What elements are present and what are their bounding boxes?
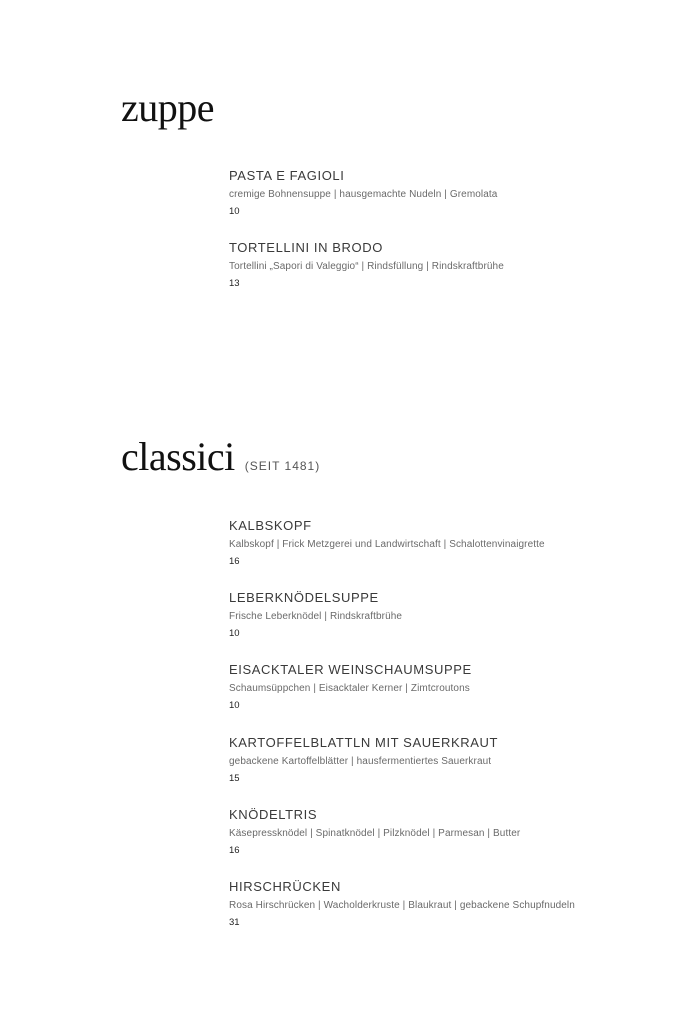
dish-price: 10	[229, 700, 240, 711]
dish-description: Tortellini „Sapori di Valeggio“ | Rindsfüllung | Rindskraftbrühe	[229, 261, 504, 272]
dish-price: 16	[229, 556, 240, 567]
menu-item-hirschruecken	[229, 879, 575, 929]
dish-description: Frische Leberknödel | Rindskraftbrühe	[229, 611, 403, 622]
menu-item-knoedeltris	[229, 807, 520, 857]
dish-name: TORTELLINI IN BRODO	[229, 240, 383, 255]
dish-name: PASTA E FAGIOLI	[229, 168, 345, 183]
dish-price: 13	[229, 278, 240, 289]
menu-item-leberknoedelsuppe	[229, 590, 402, 640]
section-title-zuppe	[121, 85, 215, 130]
menu-item-kartoffelblattln	[229, 735, 498, 785]
dish-name: KARTOFFELBLATTLN MIT SAUERKRAUT	[229, 735, 499, 750]
dish-price: 10	[229, 628, 240, 639]
dish-name: EISACKTALER WEINSCHAUMSUPPE	[229, 662, 472, 677]
dish-price: 31	[229, 917, 240, 928]
dish-description: Käsepressknödel | Spinatknödel | Pilzknödel | Parmesan | Butter	[229, 828, 521, 839]
dish-name: LEBERKNÖDELSUPPE	[229, 590, 379, 605]
section-title-classici	[121, 434, 321, 486]
menu-item-kalbskopf	[229, 518, 545, 568]
section-subtitle: (SEIT 1481)	[244, 459, 321, 473]
dish-price: 16	[229, 845, 240, 856]
dish-description: Kalbskopf | Frick Metzgerei und Landwirtschaft | Schalottenvinaigrette	[229, 539, 545, 550]
dish-description: Rosa Hirschrücken | Wacholderkruste | Blaukraut | gebackene Schupfnudeln	[229, 900, 575, 911]
dish-price: 10	[229, 206, 240, 217]
dish-name: HIRSCHRÜCKEN	[229, 879, 341, 894]
menu-item-tortellini-in-brodo	[229, 240, 504, 290]
section-title-text: zuppe	[121, 85, 215, 130]
dish-description: Schaumsüppchen | Eisacktaler Kerner | Zimtcroutons	[229, 683, 470, 694]
menu-item-eisacktaler-weinschaumsuppe	[229, 662, 472, 712]
dish-name: KNÖDELTRIS	[229, 807, 318, 822]
menu-item-pasta-e-fagioli	[229, 168, 497, 218]
section-title-text: classici	[121, 434, 235, 479]
dish-name: KALBSKOPF	[229, 518, 312, 533]
dish-price: 15	[229, 773, 240, 784]
dish-description: cremige Bohnensuppe | hausgemachte Nudeln | Gremolata	[229, 189, 498, 200]
dish-description: gebackene Kartoffelblätter | hausfermentiertes Sauerkraut	[229, 756, 492, 767]
